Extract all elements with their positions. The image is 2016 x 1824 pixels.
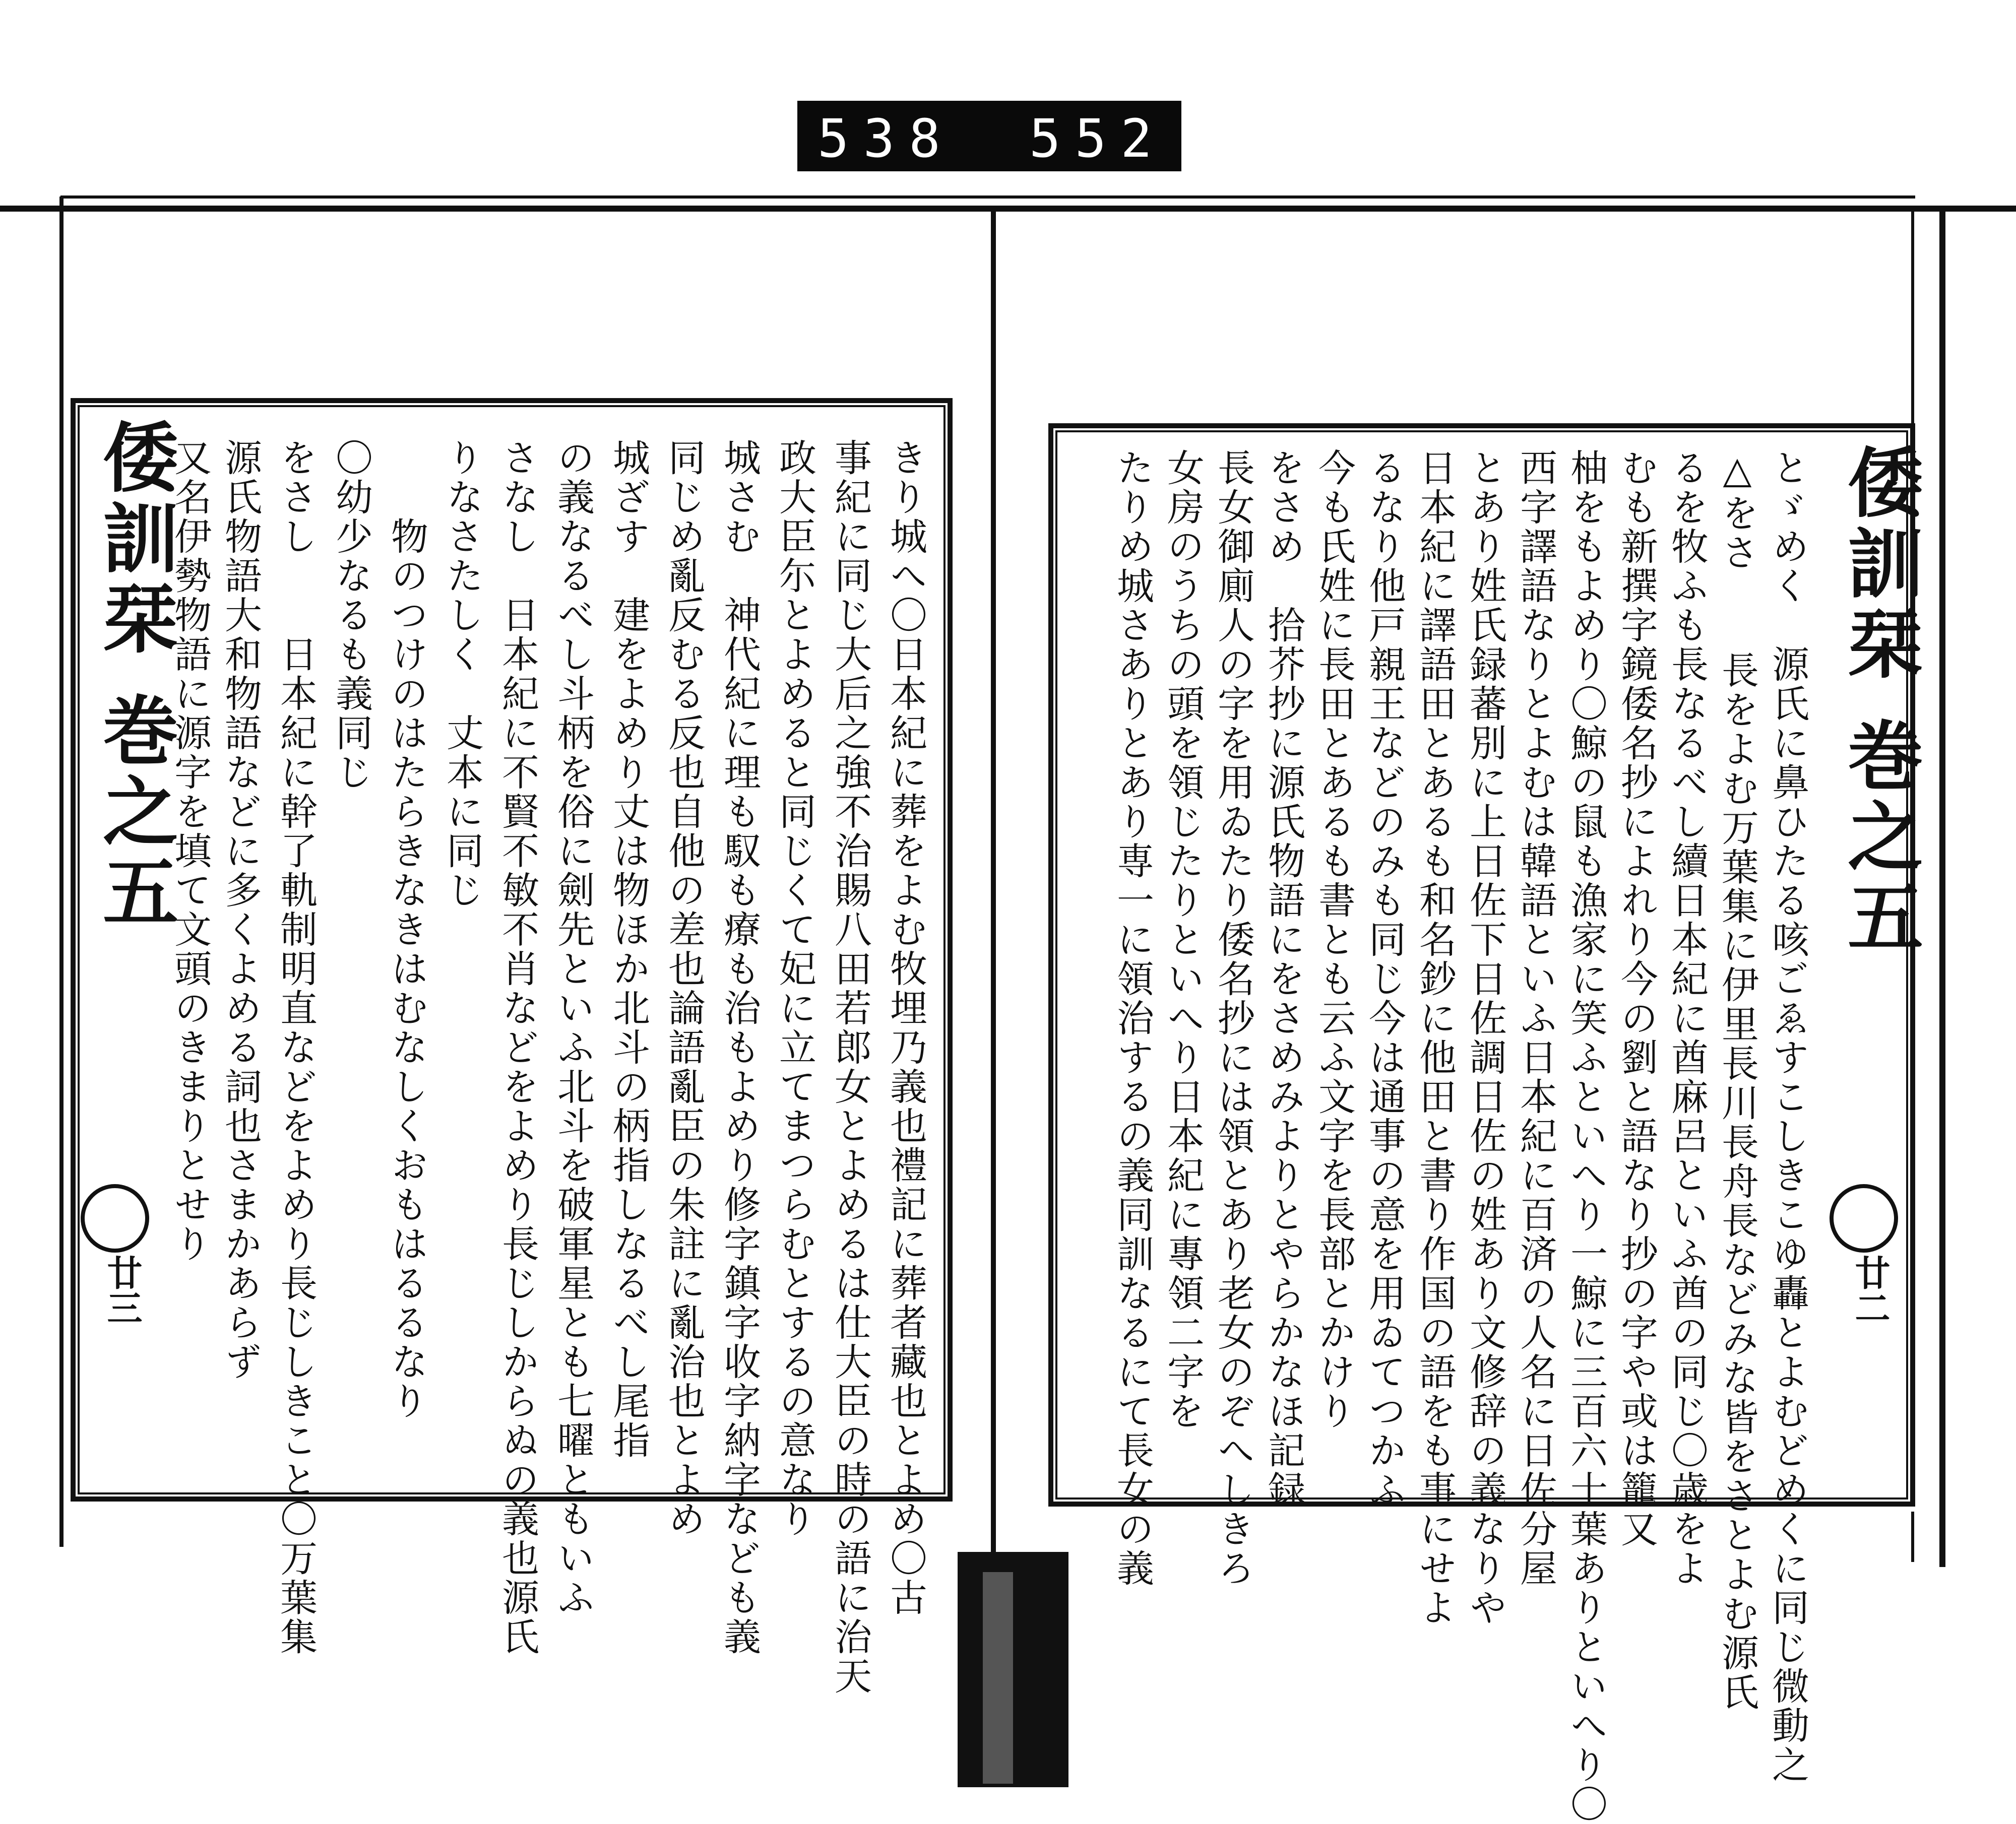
right-margin-title: 倭訓栞 巻之五 bbox=[1835, 443, 1923, 959]
right-col-3: るを牧ふも長なるべし續日本紀に酋麻呂といふ酋の同じ〇歳をよ bbox=[1665, 448, 1709, 1588]
left-col-2: 事紀に同じ大后之強不治賜八田若郎女とよめるは仕大臣の時の語に治天 bbox=[829, 438, 872, 1696]
gutter-line bbox=[991, 212, 996, 1572]
book-top-edge bbox=[60, 196, 1915, 199]
right-col-14: たりめ城さありとあり専一に領治するの義同訓なるにて長女の義 bbox=[1111, 448, 1154, 1588]
spine-clip bbox=[958, 1552, 1068, 1787]
right-col-4: むも新撰字鏡倭名抄によれり今の劉と語なり抄の字や或は籠又 bbox=[1615, 448, 1658, 1549]
left-col-11: 〇幼少なるも義同じ bbox=[330, 438, 373, 792]
right-col-12: 長女御廁人の字を用ゐたり倭名抄には領とあり老女のぞへしきろ bbox=[1212, 448, 1255, 1588]
right-col-1: とゞめく 源氏に鼻ひたる咳ごゑすこしきこゆ轟とよむどめくに同じ微動之 bbox=[1766, 448, 1809, 1785]
right-col-9: るなり他戸親王などのみも同じ今は通事の意を用ゐてつかふ bbox=[1363, 448, 1406, 1510]
left-col-3: 政大臣尓とよめると同じくて妃に立てまつらむとするの意なり bbox=[773, 438, 816, 1539]
right-folio-marker bbox=[1830, 1184, 1898, 1253]
right-col-2: △をさ 長をよむ万葉集に伊里長川長舟長などみな皆をさとよむ源氏 bbox=[1716, 448, 1759, 1712]
right-col-5: 柚をもよめり〇鯨の鼠も漁家に笑ふといへり一鯨に三百六十葉ありといへり〇 bbox=[1564, 448, 1608, 1824]
right-col-7: とあり姓氏録蕃別に上日佐下日佐調日佐の姓あり文修辞の義なりや bbox=[1464, 448, 1507, 1627]
left-folio: 廿三 bbox=[101, 1255, 143, 1325]
counter-right: 552 bbox=[1029, 108, 1166, 169]
left-margin-title: 倭訓栞 巻之五 bbox=[90, 418, 178, 934]
left-col-4: 城さむ 神代紀に理も馭も療も治もよめり修字鎮字收字納字なども義 bbox=[718, 438, 761, 1657]
left-col-14: 又名伊勢物語に源字を填て文頭のきまりとせり bbox=[168, 438, 212, 1264]
left-col-13: 源氏物語大和物語などに多くよめる詞也さまかあらず bbox=[219, 438, 262, 1382]
right-col-11: をさめ 拾芥抄に源氏物語にをさめみよりとやらかなほ記録 bbox=[1262, 448, 1305, 1510]
right-col-6: 西字譯語なりとよむは韓語といふ日本紀に百済の人名に日佐分屋 bbox=[1514, 448, 1557, 1588]
book-left-edge bbox=[59, 197, 64, 1547]
right-page bbox=[1048, 423, 1923, 1824]
left-col-1: きり城へ〇日本紀に葬をよむ牧埋乃義也禮記に葬者藏也とよめ〇古 bbox=[884, 438, 927, 1617]
left-col-6: 城ざす 建をよめり丈は物ほか北斗の柄指しなるべし尾指 bbox=[607, 438, 650, 1460]
left-col-7: の義なるべし斗柄を俗に劍先といふ北斗を破軍星とも七曜ともいふ bbox=[551, 438, 595, 1617]
right-folio: 廿二 bbox=[1849, 1255, 1891, 1325]
left-col-8: さなし 日本紀に不賢不敏不肖などをよめり長じしからぬの義也源氏 bbox=[496, 438, 539, 1657]
left-page bbox=[71, 398, 958, 1696]
left-col-5: 同じめ亂反むる反也自他の差也論語亂臣の朱註に亂治也とよめ bbox=[662, 438, 706, 1539]
left-folio-marker bbox=[81, 1184, 149, 1253]
left-col-12: をさし 日本紀に幹了軌制明直などをよめり長じしきこと〇万葉集 bbox=[274, 438, 318, 1657]
right-col-10: 今も氏姓に長田とあるも書とも云ふ文字を長部とかけり bbox=[1312, 448, 1356, 1431]
left-col-10: 物のつけのはたらきなきはむなしくおもはるるなり bbox=[385, 438, 428, 1421]
left-col-9: りなさたしく 丈本に同じ bbox=[440, 438, 484, 910]
book-right-edge-outer bbox=[1939, 207, 1945, 1567]
right-col-13: 女房のうちの頭を領じたりといへり日本紀に專領二字を bbox=[1161, 448, 1205, 1431]
spine-clip-highlight bbox=[983, 1572, 1013, 1784]
right-col-8: 日本紀に譯語田とあるも和名鈔に他田と書り作国の語をも事にせよ bbox=[1413, 448, 1457, 1627]
scan-top-edge bbox=[0, 206, 2016, 212]
counter-left: 538 bbox=[817, 108, 955, 169]
frame-counter bbox=[797, 101, 1181, 171]
